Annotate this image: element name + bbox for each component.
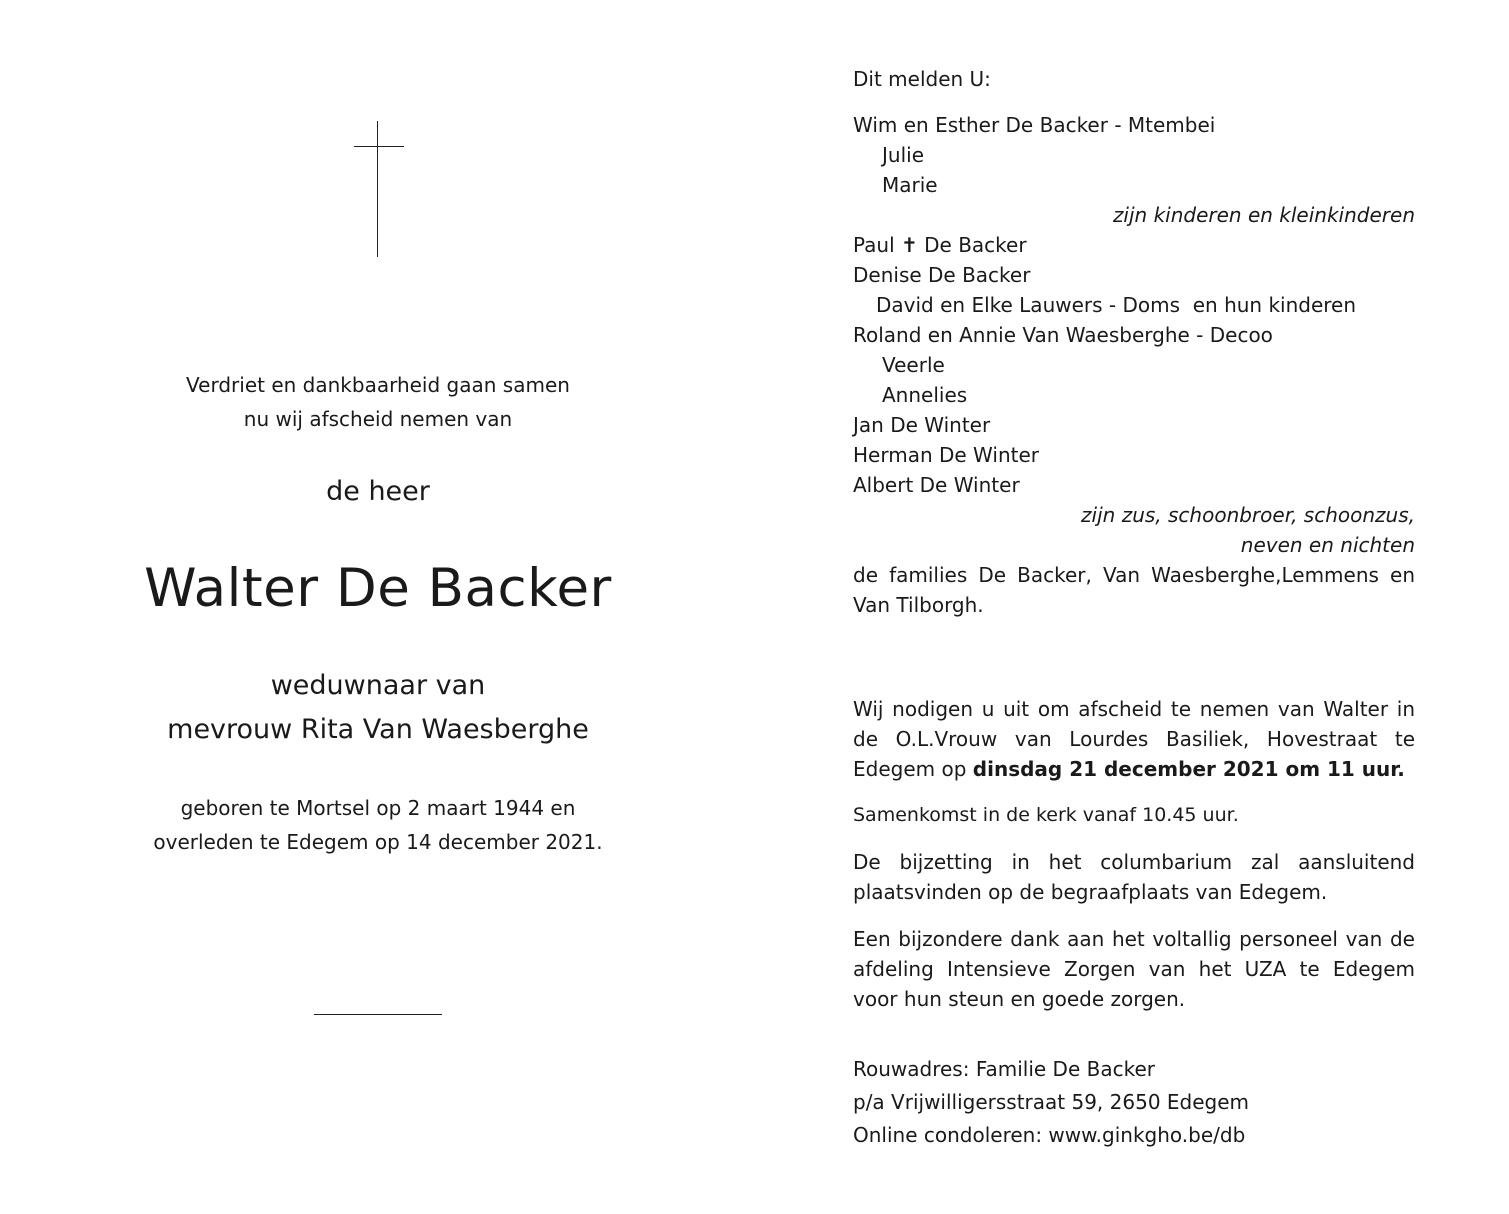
invitation: [853, 694, 1415, 784]
address-line: p/a Vrijwilligersstraat 59, 2650 Edegem: [853, 1090, 1250, 1114]
family-member: Annelies: [882, 383, 968, 407]
family-member: Herman De Winter: [853, 443, 1039, 467]
thanks-text: Een bijzondere dank aan het voltallig personeel van de afdeling Intensieve Zorgen van het UZA te Edegem voor hun steun en goede zorgen.: [853, 927, 1415, 1011]
deceased-name: Walter De Backer: [144, 558, 612, 619]
address-line: Rouwadres: Familie De Backer: [853, 1057, 1155, 1081]
family-list: [853, 110, 1415, 620]
invitation-body: Wij nodigen u uit om afscheid te nemen van Walter in de O.L.Vrouw van Lourdes Basiliek, Hovestraat te Edegem op: [853, 697, 1415, 781]
family-member: Denise De Backer: [853, 263, 1031, 287]
ceremony-datetime: dinsdag 21 december 2021 om 11 uur.: [972, 757, 1405, 781]
family-member: Julie: [882, 143, 924, 167]
family-member: [853, 230, 1415, 260]
cross-icon: [354, 121, 404, 257]
name-part: Paul: [853, 233, 895, 257]
condolence-link[interactable]: Online condoleren: www.ginkgho.be/db: [853, 1123, 1246, 1147]
intro-line: nu wij afscheid nemen van: [243, 407, 513, 431]
gathering-info: [853, 800, 1415, 830]
burial-info: [853, 847, 1415, 907]
family-member: Roland en Annie Van Waesberghe - Decoo: [853, 323, 1273, 347]
family-member: Albert De Winter: [853, 473, 1020, 497]
family-member: Jan De Winter: [853, 413, 991, 437]
announce-text: Dit melden U:: [853, 67, 991, 91]
family-member: Wim en Esther De Backer - Mtembei: [853, 113, 1216, 137]
relation-caption: zijn kinderen en kleinkinderen: [1112, 203, 1415, 227]
spouse-text: [0, 664, 756, 752]
spouse-line: mevrouw Rita Van Waesberghe: [167, 714, 589, 745]
burial-text: De bijzetting in het columbarium zal aansluitend plaatsvinden op de begraafplaats van Edegem.: [853, 850, 1415, 904]
intro-text: [0, 368, 756, 436]
cross-horizontal: [354, 146, 404, 147]
name-part: De Backer: [924, 233, 1027, 257]
thanks-info: [853, 924, 1415, 1014]
families-text: de families De Backer, Van Waesberghe,Lemmens en Van Tilborgh.: [853, 563, 1415, 617]
life-dates: [0, 791, 756, 859]
invitation-text: [853, 694, 1415, 784]
family-member: Marie: [882, 173, 938, 197]
birth-line: geboren te Mortsel op 2 maart 1944 en: [180, 796, 576, 820]
title-prefix: de heer: [326, 476, 430, 507]
death-line: overleden te Edegem op 14 december 2021.: [153, 830, 603, 854]
cross-vertical: [377, 121, 378, 257]
gathering-text: Samenkomst in de kerk vanaf 10.45 uur.: [853, 804, 1239, 826]
family-member: David en Elke Lauwers - Doms en hun kinderen: [876, 293, 1357, 317]
intro-line: Verdriet en dankbaarheid gaan samen: [186, 373, 570, 397]
relation-caption: neven en nichten: [1240, 533, 1415, 557]
family-member: Veerle: [882, 353, 945, 377]
spouse-line: weduwnaar van: [270, 670, 486, 701]
deceased-cross-icon: ✝: [901, 233, 918, 257]
announcement-heading: [853, 64, 1415, 94]
address-block: [853, 1053, 1415, 1152]
divider-line: [314, 1014, 442, 1015]
relation-caption: zijn zus, schoonbroer, schoonzus,: [1081, 503, 1415, 527]
